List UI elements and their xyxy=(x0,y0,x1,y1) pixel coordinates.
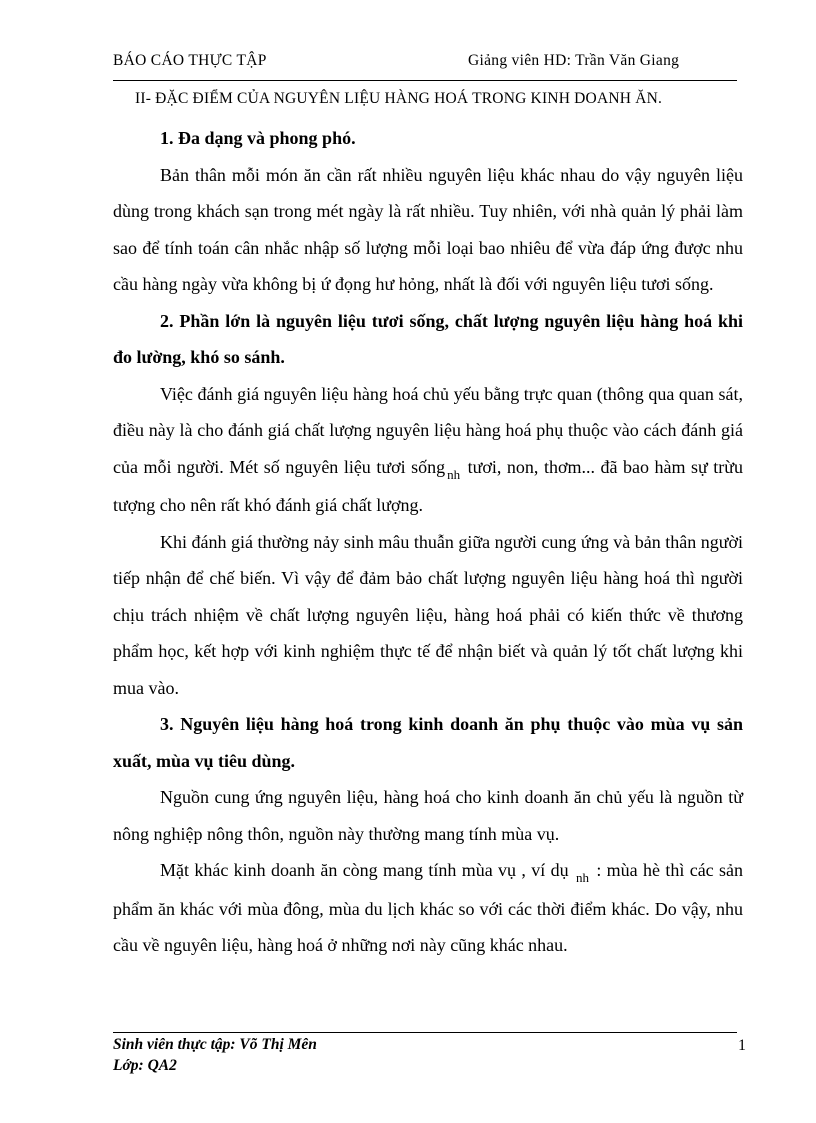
paragraph-4: Nguồn cung ứng nguyên liệu, hàng hoá cho kinh doanh ăn chủ yếu là nguồn từ nông nghiệp nông thôn, nguồn này thường mang tính mùa vụ. xyxy=(113,787,743,844)
paragraph-2-part-a: Việc đánh giá nguyên liệu hàng hoá chủ yếu bằng trực quan (thông qua quan sát, điều này là cho đánh giá chất lượng nguyên liệu hàng hoá phụ thuộc vào cách đánh giá của mỗi người. Mét số nguyên liệu tươi sống xyxy=(113,383,743,477)
footer-rule xyxy=(113,1032,737,1033)
paragraph-1: Bản thân mỗi món ăn cần rất nhiều nguyên liệu khác nhau do vậy nguyên liệu dùng trong khách sạn trong mét ngày là rất nhiều. Tuy nhiên, với nhà quản lý phải làm sao để tính toán cân nhắc nhập số lượng mỗi loại bao nhiêu để vừa đáp ứng được nhu cầu hàng ngày vừa không bị ứ đọng hư hỏng, nhất là đối với nguyên liệu tươi sống. xyxy=(113,164,743,294)
header-rule xyxy=(113,80,737,81)
heading-1: 1. Đa dạng và phong phó. xyxy=(160,128,356,148)
footer-class: Lớp: QA2 xyxy=(113,1057,177,1074)
footer-student: Sinh viên thực tập: Võ Thị Mên xyxy=(113,1036,317,1053)
document-body xyxy=(113,120,743,964)
paragraph-2 xyxy=(113,376,743,524)
page-number: 1 xyxy=(738,1037,746,1054)
paragraph-2-subscript: nh xyxy=(447,466,461,482)
paragraph-5 xyxy=(113,852,743,964)
header-right: Giảng viên HD: Trần Văn Giang xyxy=(468,52,680,69)
paragraph-5-part-a: Mặt khác kinh doanh ăn còng mang tính mùa vụ , ví dụ xyxy=(160,860,569,880)
paragraph-3: Khi đánh giá thường nảy sinh mâu thuẫn giữa người cung ứng và bản thân người tiếp nhận để chế biến. Vì vậy để đảm bảo chất lượng nguyên liệu hàng hoá thì người chịu trách nhiệm về chất lượng nguyên liệu, hàng hoá phải có kiến thức về thương phẩm học, kết hợp với kinh nghiệm thực tế để nhận biết và quản lý tốt chất lượng khi mua vào. xyxy=(113,531,743,698)
paragraph-2-part-b: tươi, non, thơm... đã bao hàm sự trừu tượng cho nên rất khó đánh giá chất lượng. xyxy=(113,456,743,515)
header-left: BÁO CÁO THỰC TẬP xyxy=(113,52,267,69)
heading-2: 2. Phần lớn là nguyên liệu tươi sống, chất lượng nguyên liệu hàng hoá khi đo lường, khó so sánh. xyxy=(113,310,743,367)
section-title: II- ĐẶC ĐIỂM CỦA NGUYÊN LIỆU HÀNG HOÁ TRONG KINH DOANH ĂN. xyxy=(135,90,663,107)
paragraph-5-subscript: nh xyxy=(575,870,589,885)
heading-3: 3. Nguyên liệu hàng hoá trong kinh doanh ăn phụ thuộc vào mùa vụ sản xuất, mùa vụ tiêu dùng. xyxy=(113,714,743,771)
paragraph-5-part-b: : mùa hè thì các sản phẩm ăn khác với mùa đông, mùa du lịch khác so với các thời điểm khác. Do vậy, nhu cầu về nguyên liệu, hàng hoá ở những nơi này cũng khác nhau. xyxy=(113,860,744,955)
